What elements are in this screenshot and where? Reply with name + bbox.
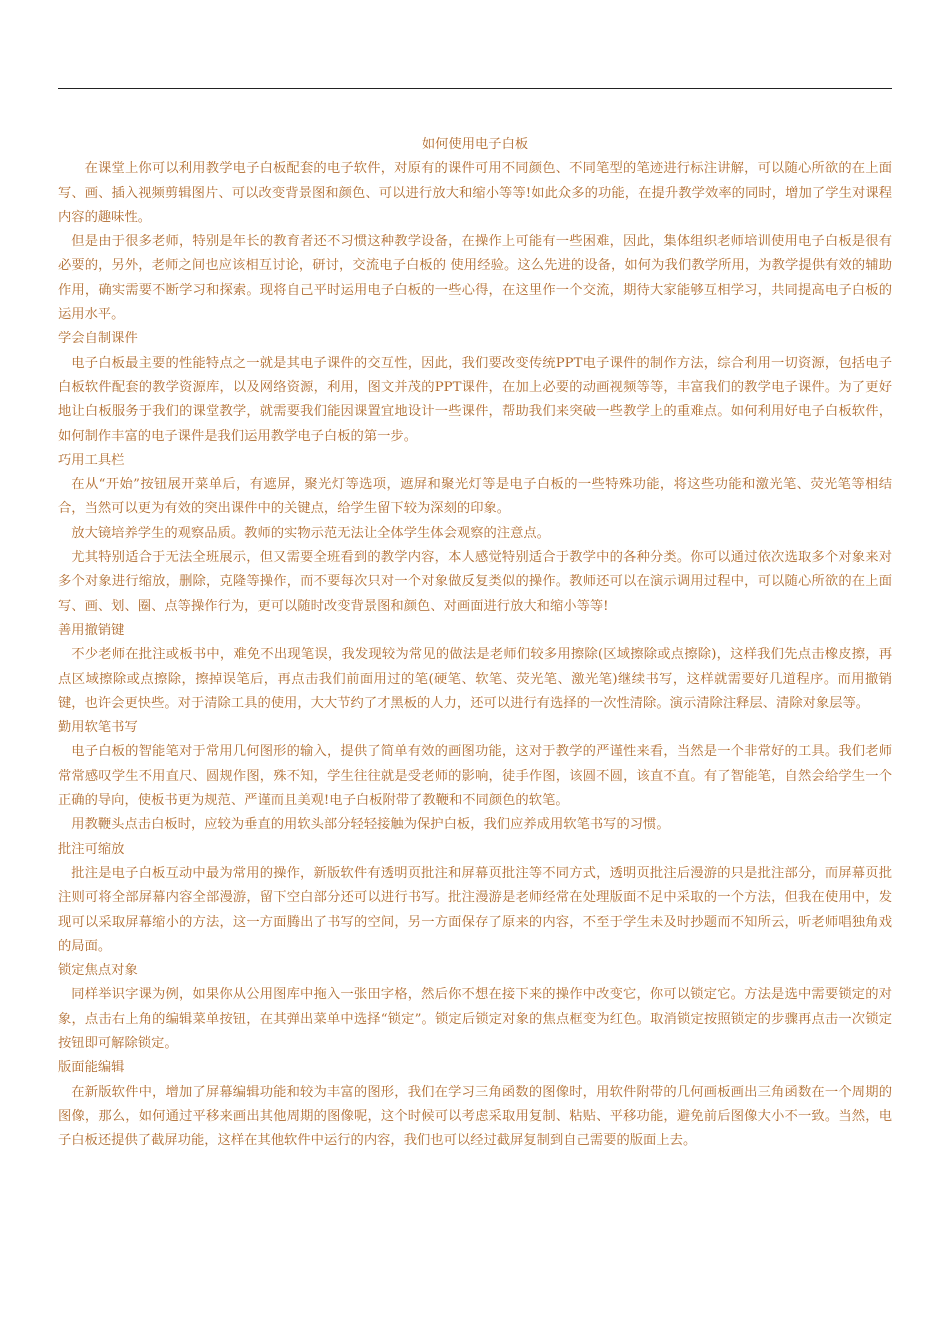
section-paragraph: 在从“开始”按钮展开菜单后，有遮屏，聚光灯等选项，遮屏和聚光灯等是电子白板的一些特殊功能，将这些功能和激光笔、荧光笔等相结合，当然可以更为有效的突出课件中的关键点，给学生留下较为深刻的印象。	[58, 477, 892, 517]
section-heading: 批注可缩放	[58, 841, 125, 857]
section-paragraph: 放大镜培养学生的观察品质。教师的实物示范无法让全体学生体会观察的注意点。	[71, 525, 550, 541]
section-paragraph: 电子白板最主要的性能特点之一就是其电子课件的交互性，因此，我们要改变传统PPT电子课件的制作方法，综合利用一切资源，包括电子白板软件配套的教学资源库，以及网络资源，利用，图文并茂的PPT课件，在加上必要的动画视频等等，丰富我们的教学电子课件。为了更好地让白板服务于我们的课堂教学，就需要我们能因课置宜地设计一些课件，帮助我们来突破一些教学上的重难点。如何利用好电子白板软件，如何制作丰富的电子课件是我们运用教学电子白板的第一步。	[58, 355, 892, 444]
section-paragraph: 用教鞭头点击白板时，应较为垂直的用软头部分轻轻接触为保护白板，我们应养成用软笔书写的习惯。	[71, 817, 670, 833]
document-body	[58, 133, 892, 1153]
section-paragraph: 电子白板的智能笔对于常用几何图形的输入，提供了简单有效的画图功能，这对于教学的严谨性来看，当然是一个非常好的工具。我们老师常常感叹学生不用直尺、圆规作图，殊不知，学生往往就是受老师的影响，徒手作图，该圆不圆，该直不直。有了智能笔，自然会给学生一个正确的导向，使板书更为规范、严谨而且美观!电子白板附带了教鞭和不同颜色的软笔。	[58, 744, 892, 809]
section-heading: 锁定焦点对象	[58, 963, 138, 979]
section-heading: 学会自制课件	[58, 331, 138, 347]
section-heading: 版面能编辑	[58, 1060, 125, 1076]
section-paragraph: 批注是电子白板互动中最为常用的操作，新版软件有透明页批注和屏幕页批注等不同方式，透明页批注后漫游的只是批注部分，而屏幕页批注则可将全部屏幕内容全部漫游，留下空白部分还可以进行书写。批注漫游是老师经常在处理版面不足中采取的一个方法，但我在使用中，发现可以采取屏幕缩小的方法，这一方面腾出了书写的空间，另一方面保存了原来的内容，不至于学生未及时抄题而不知所云，听老师唱独角戏的局面。	[58, 865, 892, 954]
section-paragraph: 不少老师在批注或板书中，难免不出现笔误，我发现较为常见的做法是老师们较多用擦除(区域擦除或点擦除)，这样我们先点击橡皮擦，再点区域擦除或点擦除，擦掉误笔后，再点击我们前面用过的笔(硬笔、软笔、荧光笔、激光笔)继续书写，这样就需要好几道程序。而用撤销键，也许会更快些。对于清除工具的使用，大大节约了才黑板的人力，还可以进行有选择的一次性清除。演示清除注释层、清除对象层等。	[58, 647, 892, 711]
section-paragraph: 同样举识字课为例，如果你从公用图库中拖入一张田字格，然后你不想在接下来的操作中改变它，你可以锁定它。方法是选中需要锁定的对象，点击右上角的编辑菜单按钮，在其弹出菜单中选择“锁定”。锁定后锁定对象的焦点框变为红色。取消锁定按照锁定的步骤再点击一次锁定按钮即可解除锁定。	[58, 987, 892, 1051]
section-heading: 善用撤销键	[58, 622, 125, 638]
section-paragraph: 在新版软件中，增加了屏幕编辑功能和较为丰富的图形，我们在学习三角函数的图像时，用软件附带的几何画板画出三角函数在一个周期的图像，那么，如何通过平移来画出其他周期的图像呢，这个时候可以考虑采取用复制、粘贴、平移功能，避免前后图像大小不一致。当然，电子白板还提供了截屏功能，这样在其他软件中运行的内容，我们也可以经过截屏复制到自己需要的版面上去。	[58, 1084, 892, 1149]
section-heading: 巧用工具栏	[58, 452, 125, 468]
document-title: 如何使用电子白板	[421, 137, 529, 152]
intro-paragraph: 在课堂上你可以利用教学电子白板配套的电子软件，对原有的课件可用不同颜色、不同笔型的笔迹进行标注讲解，可以随心所欲的在上面写、画、插入视频剪辑图片、可以改变背景图和颜色、可以进行放大和缩小等等!如此众多的功能，在提升教学效率的同时，增加了学生对课程内容的趣味性。	[58, 161, 892, 225]
intro-paragraph: 但是由于很多老师，特别是年长的教育者还不习惯这种教学设备，在操作上可能有一些困难，因此，集体组织老师培训使用电子白板是很有必要的，另外，老师之间也应该相互讨论，研讨，交流电子白板的 使用经验。这么先进的设备，如何为我们教学所用，为教学提供有效的辅助作用，确实需要不断学习和探索。现将自己平时运用电子白板的一些心得，在这里作一个交流，期待大家能够互相学习，共同提高电子白板的运用水平。	[58, 234, 892, 323]
section-heading: 勤用软笔书写	[58, 720, 138, 736]
header-rule	[58, 88, 892, 89]
section-paragraph: 尤其特别适合于无法全班展示，但又需要全班看到的教学内容，本人感觉特别适合于教学中的各种分类。你可以通过依次选取多个对象来对多个对象进行缩放，删除，克隆等操作，而不要每次只对一个对象做反复类似的操作。教师还可以在演示调用过程中，可以随心所欲的在上面写、画、划、圈、点等操作行为，更可以随时改变背景图和颜色、对画面进行放大和缩小等等!	[58, 550, 892, 614]
